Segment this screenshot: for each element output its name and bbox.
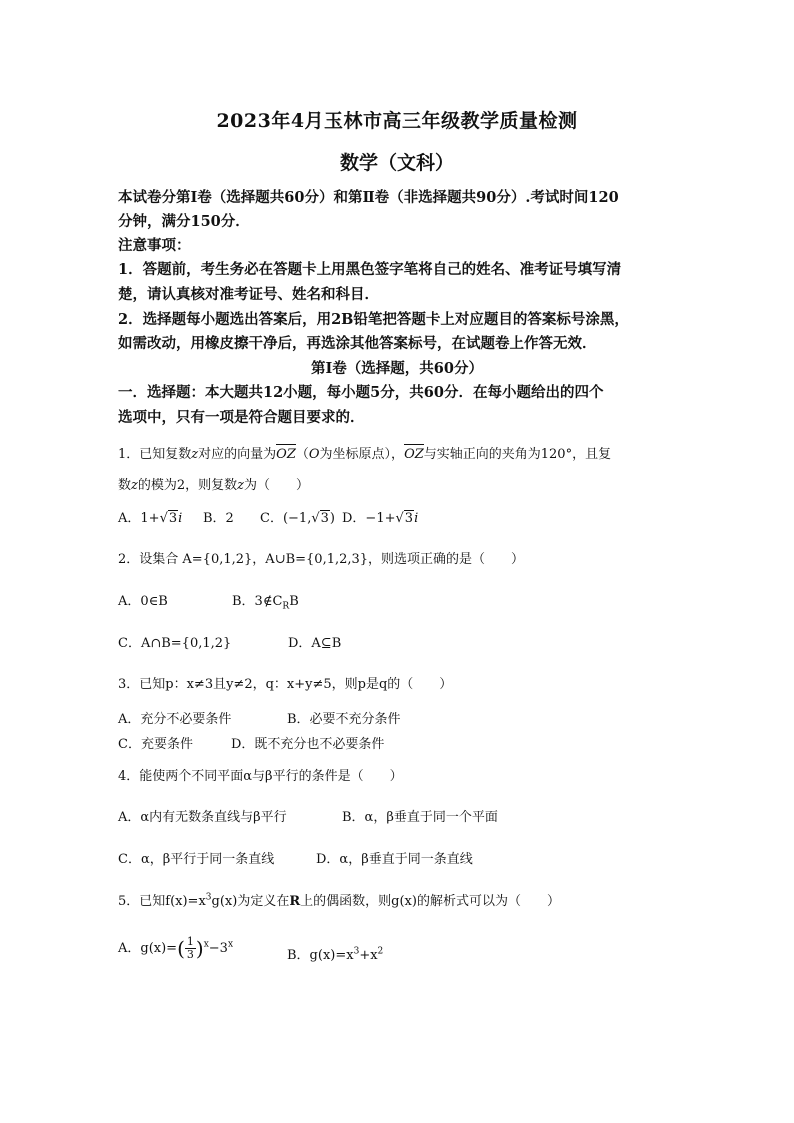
vector-oz: OZ (404, 447, 424, 462)
question-2-stem: 2．设集合 A={0,1,2}，A∪B={0,1,2,3}，则选项正确的是（ ） (118, 552, 525, 567)
question-1-option-c: C．(−1,√3) (260, 511, 335, 526)
section-desc: 一．选择题：本大题共12小题，每小题5分，共60分．在每小题给出的四个 (118, 384, 604, 401)
question-4-option-d: D．α，β垂直于同一条直线 (316, 852, 473, 867)
question-1-option-d: D．−1+√3i (342, 511, 419, 526)
section-desc: 选项中，只有一项是符合题目要求的． (118, 409, 365, 426)
notice-item: 2．选择题每小题选出答案后，用2B铅笔把答题卡上对应题目的答案标号涂黑， (118, 311, 629, 328)
question-3-option-d: D．既不充分也不必要条件 (231, 737, 385, 752)
section-title: 第Ⅰ卷（选择题，共60分） (311, 360, 483, 377)
question-1-stem: 1．已知复数z对应的向量为OZ（O为坐标原点），OZ与实轴正向的夹角为120°，且复 (118, 447, 612, 462)
question-3-option-a: A．充分不必要条件 (118, 712, 232, 727)
question-2-option-a: A．0∈B (118, 594, 168, 609)
question-4-option-b: B．α，β垂直于同一个平面 (342, 810, 498, 825)
question-5-stem: 5．已知$f(x)=x^3g(x)$为定义在R上的偶函数，则g(x)的解析式可以为（ ） (118, 892, 560, 909)
question-1-option-b: B．2 (203, 511, 234, 526)
intro-line: 本试卷分第Ⅰ卷（选择题共60分）和第Ⅱ卷（非选择题共90分）.考试时间120 (118, 189, 619, 206)
question-4-option-a: A．α内有无数条直线与β平行 (118, 810, 287, 825)
question-4-stem: 4．能使两个不同平面α与β平行的条件是（ ） (118, 769, 403, 784)
question-2-option-d: D．A⊆B (288, 636, 342, 651)
notice-item: 1．答题前，考生务必在答题卡上用黑色签字笔将自己的姓名、准考证号填写清 (118, 261, 622, 278)
notice-item: 楚，请认真核对准考证号、姓名和科目． (118, 286, 379, 303)
intro-line: 分钟，满分150分． (118, 213, 250, 230)
question-3-option-c: C．充要条件 (118, 737, 193, 752)
question-2-option-b: B．$3\notin C_RB$ (232, 594, 299, 612)
question-3-stem: 3．已知p：x≠3且y≠2，q：x+y≠5，则p是q的（ ） (118, 677, 453, 692)
notice-item: 如需改动，用橡皮擦干净后，再选涂其他答案标号，在试题卷上作答无效． (118, 335, 597, 352)
vector-oz: OZ (276, 447, 296, 462)
subject-title: 数学（文科） (339, 152, 454, 174)
notice-title: 注意事项： (118, 237, 191, 254)
question-5-option-a: A．g(x)=( $\frac{1}{3}$ )$^x-3^x$ (118, 935, 234, 961)
page-title: 2023年4月玉林市高三年级教学质量检测 (216, 110, 578, 132)
question-1-option-a: A．1+√3i (118, 511, 183, 526)
question-4-option-c: C．α，β平行于同一条直线 (118, 852, 275, 867)
question-1-stem-cont: 数z的模为2，则复数z为（ ） (118, 478, 310, 493)
question-3-option-b: B．必要不充分条件 (287, 712, 401, 727)
question-2-option-c: C．A∩B={0,1,2} (118, 636, 232, 651)
question-5-option-b: B．$g(x)=x^3+x^2$ (287, 946, 384, 963)
